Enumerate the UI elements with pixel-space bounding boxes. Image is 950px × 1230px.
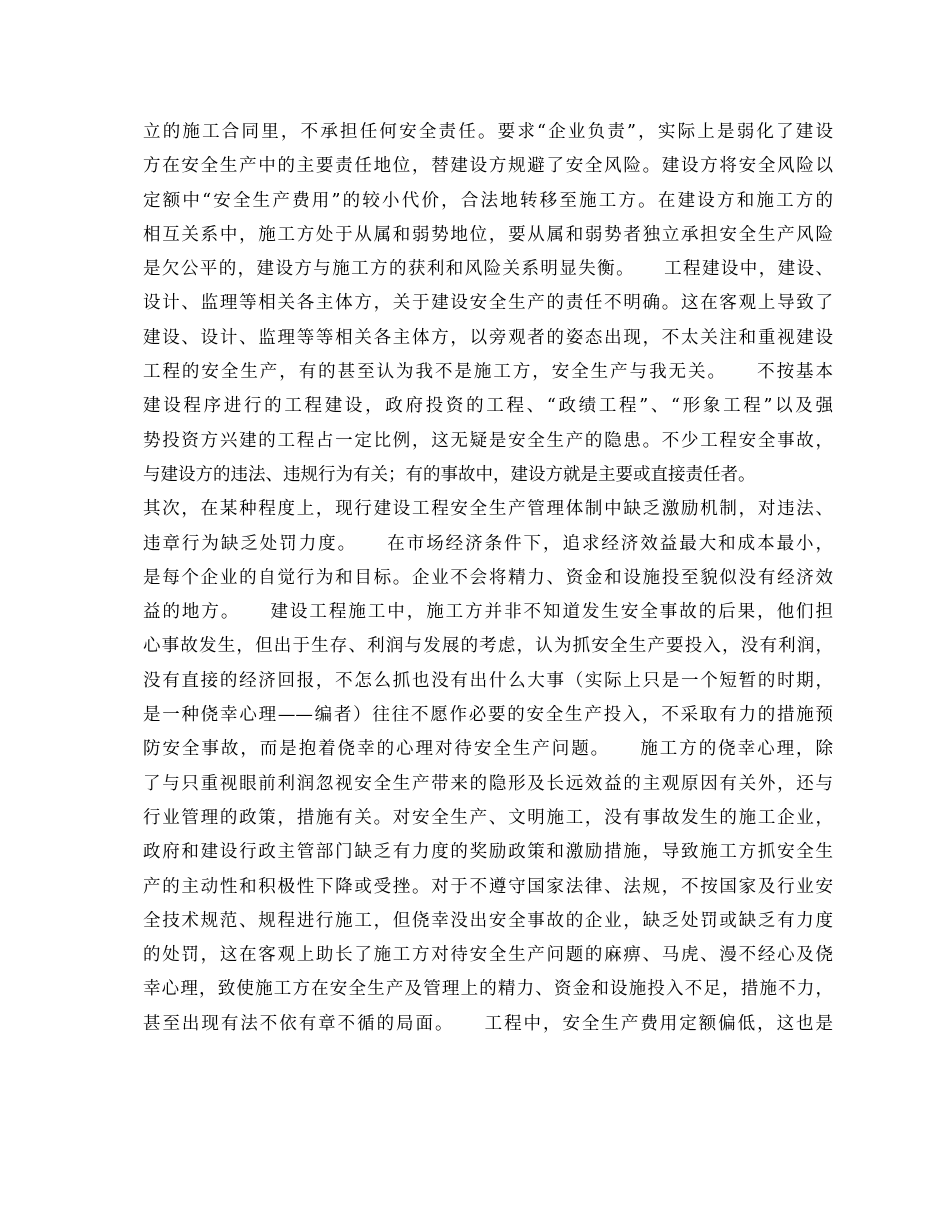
text-line: 是每个企业的自觉行为和目标。企业不会将精力、资金和设施投至貌似没有经济效 xyxy=(143,567,833,588)
text-line: 了与只重视眼前利润忽视安全生产带来的隐形及长远效益的主观原因有关外，还与 xyxy=(143,773,833,794)
text-line: 政府和建设行政主管部门缺乏有力度的奖励政策和激励措施，导致施工方抓安全生 xyxy=(143,842,833,863)
text-line: 行业管理的政策，措施有关。对安全生产、文明施工，没有事故发生的施工企业， xyxy=(143,807,833,828)
text-line: 立的施工合同里，不承担任何安全责任。要求“企业负责”，实际上是弱化了建设 xyxy=(143,122,833,142)
text-line: 幸心理，致使施工方在安全生产及管理上的精力、资金和设施投入不足，措施不力， xyxy=(143,979,833,1000)
text-line: 设计、监理等相关各主体方，关于建设安全生产的责任不明确。这在客观上导致了 xyxy=(143,293,833,314)
text-line: 建设、设计、监理等等相关各主体方，以旁观者的姿态出现，不太关注和重视建设 xyxy=(143,327,833,348)
text-line: 违章行为缺乏处罚力度。 在市场经济条件下，追求经济效益最大和成本最小， xyxy=(143,533,833,554)
text-line: 势投资方兴建的工程占一定比例，这无疑是安全生产的隐患。不少工程安全事故， xyxy=(143,430,833,451)
text-line: 产的主动性和积极性下降或受挫。对于不遵守国家法律、法规，不按国家及行业安 xyxy=(143,876,833,897)
text-line: 心事故发生，但出于生存、利润与发展的考虑，认为抓安全生产要投入，没有利润， xyxy=(143,636,833,657)
text-line: 工程的安全生产，有的甚至认为我不是施工方，安全生产与我无关。 不按基本 xyxy=(143,362,833,383)
document-text-body xyxy=(143,115,833,1041)
text-line: 甚至出现有法不依有章不循的局面。 工程中，安全生产费用定额偏低，这也是 xyxy=(143,1013,833,1034)
text-line: 方在安全生产中的主要责任地位，替建设方规避了安全风险。建设方将安全风险以 xyxy=(143,156,833,177)
text-line: 定额中“安全生产费用”的较小代价，合法地转移至施工方。在建设方和施工方的 xyxy=(143,190,833,211)
text-line: 相互关系中，施工方处于从属和弱势地位，要从属和弱势者独立承担安全生产风险 xyxy=(143,224,833,245)
text-line: 其次，在某种程度上，现行建设工程安全生产管理体制中缺乏激励机制，对违法、 xyxy=(143,499,833,520)
text-line: 益的地方。 建设工程施工中，施工方并非不知道发生安全事故的后果，他们担 xyxy=(143,602,833,623)
text-line: 是一种侥幸心理——编者）往往不愿作必要的安全生产投入，不采取有力的措施预 xyxy=(143,705,833,726)
text-line: 全技术规范、规程进行施工，但侥幸没出安全事故的企业，缺乏处罚或缺乏有力度 xyxy=(143,910,833,931)
text-line: 防安全事故，而是抱着侥幸的心理对待安全生产问题。 施工方的侥幸心理，除 xyxy=(143,739,833,760)
text-line: 的处罚，这在客观上助长了施工方对待安全生产问题的麻痹、马虎、漫不经心及侥 xyxy=(143,945,833,966)
text-line: 建设程序进行的工程建设，政府投资的工程、“政绩工程”、“形象工程”以及强 xyxy=(143,396,833,417)
text-line: 与建设方的违法、违规行为有关；有的事故中，建设方就是主要或直接责任者。 xyxy=(143,464,756,485)
text-line: 是欠公平的，建设方与施工方的获利和风险关系明显失衡。 工程建设中，建设、 xyxy=(143,259,833,280)
text-line: 没有直接的经济回报，不怎么抓也没有出什么大事（实际上只是一个短暂的时期， xyxy=(143,670,833,691)
